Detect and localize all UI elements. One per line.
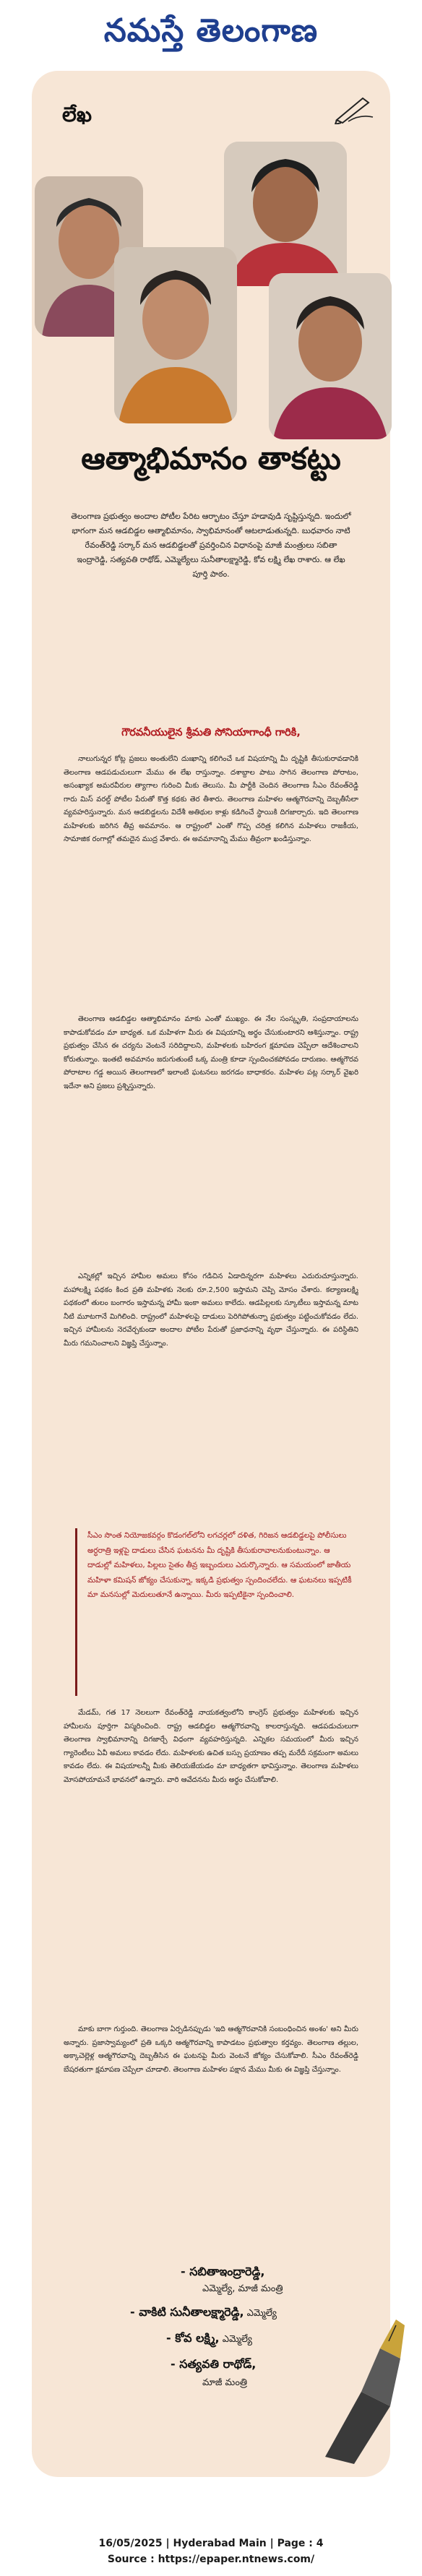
portrait-photo-4 bbox=[269, 273, 392, 439]
footer-date-line: 16/05/2025 | Hyderabad Main | Page : 4 bbox=[98, 2538, 324, 2549]
footer-source-line: Source : https://epaper.ntnews.com/ bbox=[107, 2554, 315, 2565]
signature-2-name: - వాకిటి సునీతాలక్ష్మారెడ్డి, bbox=[130, 2305, 244, 2319]
signature-3 bbox=[166, 2331, 252, 2348]
signature-1-name: - సబితాఇంద్రారెడ్డి, bbox=[181, 2265, 265, 2278]
fountain-pen-nib-icon bbox=[311, 2319, 405, 2464]
masthead bbox=[0, 6, 422, 56]
signature-2 bbox=[130, 2305, 277, 2322]
pullquote: సీఎం సొంత నియోజకవర్గం కొడంగల్‌లోని లగచర్లలో దళిత, గిరిజన ఆడబిడ్డలపై పోలీసులు అర్ధరాత్రి ఇళ్లపై దాడులు చేసిన ఘటనను మీ దృష్టికి తీసుకురావాలనుకుంటున్నాం. ఆ దాడుల్లో మహిళలు, పిల్లలు సైతం తీవ్ర ఇబ్బందులు ఎదుర్కొన్నారు. ఆ సమయంలో జాతీయ మహిళా కమిషన్ జోక్యం చేసుకున్నా, ఇక్కడి ప్రభుత్వం స్పందించలేదు. ఆ ఘటనలు ఇప్పటికీ మా మనసుల్లో మెదులుతూనే ఉన్నాయి. మీరు ఇప్పటికైనా స్పందించాలి. bbox=[75, 1528, 356, 1696]
section-label: లేఖ bbox=[62, 103, 92, 126]
body-paragraph-1: నాలుగున్నర కోట్ల ప్రజలు అంతులేని దుఃఖాన్ని కలిగించే ఒక విషయాన్ని మీ దృష్టికి తీసుకురావడానికి తెలంగాణ ఆడపడుచులుగా మేము ఈ లేఖ రాస్తున్నాం. దశాబ్దాల పాటు సాగిన తెలంగాణ పోరాటం, అసంఖ్యాక అమరవీరుల త్యాగాల గురించి మీకు తెలుసు. మీ పార్టీకి చెందిన తెలంగాణ సీఎం రేవంత్‌రెడ్డి గారు మిస్ వరల్డ్ పోటీల పేరుతో కొత్త కథకు తెర తీశారు. తెలంగాణ మహిళల ఆత్మగౌరవాన్ని దెబ్బతీసేలా వ్యవహరిస్తున్నారు. మన ఆడబిడ్డలను విదేశీ అతిథుల కాళ్లు కడిగించే స్థాయికి దిగజార్చారు. ఇది తెలంగాణ మహిళలకు జరిగిన తీవ్ర అవమానం. ఆ రాష్ట్రంలో ఎంతో గొప్ప చరిత్ర కలిగిన మహిళలు రాజకీయ, సామాజిక రంగాల్లో తమదైన ముద్ర వేశారు. ఈ అవమానాన్ని మేము తీవ్రంగా ఖండిస్తున్నాం. bbox=[64, 755, 358, 843]
body-paragraph-2: తెలంగాణ ఆడబిడ్డల ఆత్మాభిమానం మాకు ఎంతో ముఖ్యం. ఈ నేల సంస్కృతి, సంప్రదాయాలను కాపాడుకోవడం మా బాధ్యత. ఒక మహిళగా మీరు ఈ విషయాన్ని అర్థం చేసుకుంటారని ఆశిస్తున్నాం. రాష్ట్ర ప్రభుత్వం చేసిన ఈ చర్యను వెంటనే సరిదిద్దాలని, మహిళలకు బహిరంగ క్షమాపణ చెప్పేలా ఆదేశించాలని కోరుతున్నాం. ఇంతటి అవమానం జరుగుతుంటే ఒక్క మంత్రి కూడా స్పందించకపోవడం దారుణం. ఆత్మగౌరవ పోరాటాల గడ్డ అయిన తెలంగాణలో ఇలాంటి ఘటనలు జరగడం బాధాకరం. మహిళల పట్ల సర్కార్ వైఖరి ఇదేనా అని ప్రజలు ప్రశ్నిస్తున్నారు. bbox=[64, 1015, 358, 1090]
portrait-photo-3 bbox=[114, 247, 237, 423]
body-paragraph-3: ఎన్నికల్లో ఇచ్చిన హామీల అమలు కోసం గడిచిన ఏడాదిన్నరగా మహిళలు ఎదురుచూస్తున్నారు. మహాలక్ష్మి పథకం కింద ప్రతి మహిళకు నెలకు రూ.2,500 ఇస్తామని చెప్పి మోసం చేశారు. కల్యాణలక్ష్మి పథకంలో తులం బంగారం ఇస్తామన్న హామీ ఇంకా అమలు కాలేదు. ఆడపిల్లలకు స్కూటీలు ఇస్తామన్న మాట నీటి మూటగానే మిగిలింది. రాష్ట్రంలో మహిళలపై దాడులు పెరిగిపోతున్నా ప్రభుత్వం పట్టించుకోవడం లేదు. ఇచ్చిన హామీలను నెరవేర్చకుండా అందాల పోటీల పేరుతో ప్రజాధనాన్ని వృథా చేస్తున్నారు. ఈ పరిస్థితిని మీరు గమనించాలని విజ్ఞప్తి చేస్తున్నాం. bbox=[64, 1272, 358, 1348]
signature-2-note: ఎమ్మెల్యే bbox=[244, 2308, 277, 2319]
body-paragraph-5: మాకు బాగా గుర్తుంది. తెలంగాణ ఏర్పడినప్పుడు 'ఇది ఆత్మగౌరవానికి సంబంధించిన అంశం' అని మీరు అన్నారు. ప్రజాస్వామ్యంలో ప్రతి ఒక్కరి ఆత్మగౌరవాన్ని కాపాడటం ప్రభుత్వాల కర్తవ్యం. తెలంగాణ తల్లుల, అక్కాచెల్లెళ్ల ఆత్మగౌరవాన్ని దెబ్బతీసిన ఈ ఘటనపై మీరు వెంటనే జోక్యం చేసుకోవాలి. సీఎం రేవంత్‌రెడ్డి బేషరతుగా క్షమాపణ చెప్పేలా చూడాలి. తెలంగాణ మహిళల పక్షాన మేము మీకు ఈ విజ్ఞప్తి చేస్తున్నాం. bbox=[64, 2025, 358, 2074]
signature-3-note: ఎమ్మెల్యే bbox=[219, 2334, 252, 2345]
signature-3-name: - కోవ లక్ష్మి, bbox=[166, 2331, 220, 2345]
headline: ఆత్మాభిమానం తాకట్టు bbox=[81, 441, 341, 476]
salutation: గౌరవనీయులైన శ్రీమతి సోనియాగాంధీ గారికి, bbox=[121, 727, 301, 738]
signature-4-title: మాజీ మంత్రి bbox=[202, 2377, 248, 2388]
portrait-photo-2 bbox=[224, 142, 347, 286]
masthead-title: నమస్తే తెలంగాణ bbox=[103, 12, 319, 49]
pen-icon bbox=[334, 92, 376, 124]
body-paragraph-4: మేడమ్, గత 17 నెలలుగా రేవంత్‌రెడ్డి నాయకత్వంలోని కాంగ్రెస్ ప్రభుత్వం మహిళలకు ఇచ్చిన హామీలను పూర్తిగా విస్మరించింది. రాష్ట్ర ఆడబిడ్డల ఆత్మగౌరవాన్ని కాలరాస్తున్నది. ఆడపడుచులుగా తెలంగాణ స్వాభిమానాన్ని దిగజార్చే విధంగా వ్యవహరిస్తున్నది. ఎన్నికల సమయంలో మీరు ఇచ్చిన గ్యారెంటీలు ఏవీ అమలు కావడం లేదు. మహిళలకు ఉచిత బస్సు ప్రయాణం తప్ప మరేదీ సక్రమంగా అమలు కావడం లేదు. ఈ విషయాలన్నీ మీకు తెలియజేయడం మా బాధ్యతగా భావిస్తున్నాం. తెలంగాణ మహిళలు మోసపోయామనే భావనలో ఉన్నారు. వారి ఆవేదనను మీరు అర్థం చేసుకోవాలి. bbox=[64, 1709, 358, 1784]
signature-4-name: - సత్యవతి రాథోడ్, bbox=[171, 2357, 257, 2371]
signature-1-title: ఎమ్మెల్యే, మాజీ మంత్రి bbox=[202, 2283, 283, 2294]
standfirst: తెలంగాణ ప్రభుత్వం అందాల పోటీల పేరిట ఆర్భాటం చేస్తూ హడావుడి సృష్టిస్తున్నది. ఇందులో భాగంగా మన ఆడబిడ్డల ఆత్మాభిమానం, స్వాభిమానంతో ఆటలాడుతున్నది. బుధవారం నాటి రేవంత్‌రెడ్డి సర్కార్ మన ఆడబిడ్డలతో ప్రవర్తించిన విధానంపై మాజీ మంత్రులు సబితా ఇంద్రారెడ్డి, సత్యవతి రాథోడ్, ఎమ్మెల్యేలు సునీతాలక్ష్మారెడ్డి, కోవ లక్ష్మి లేఖ రాశారు. ఆ లేఖ పూర్తి పాఠం. bbox=[71, 512, 351, 579]
